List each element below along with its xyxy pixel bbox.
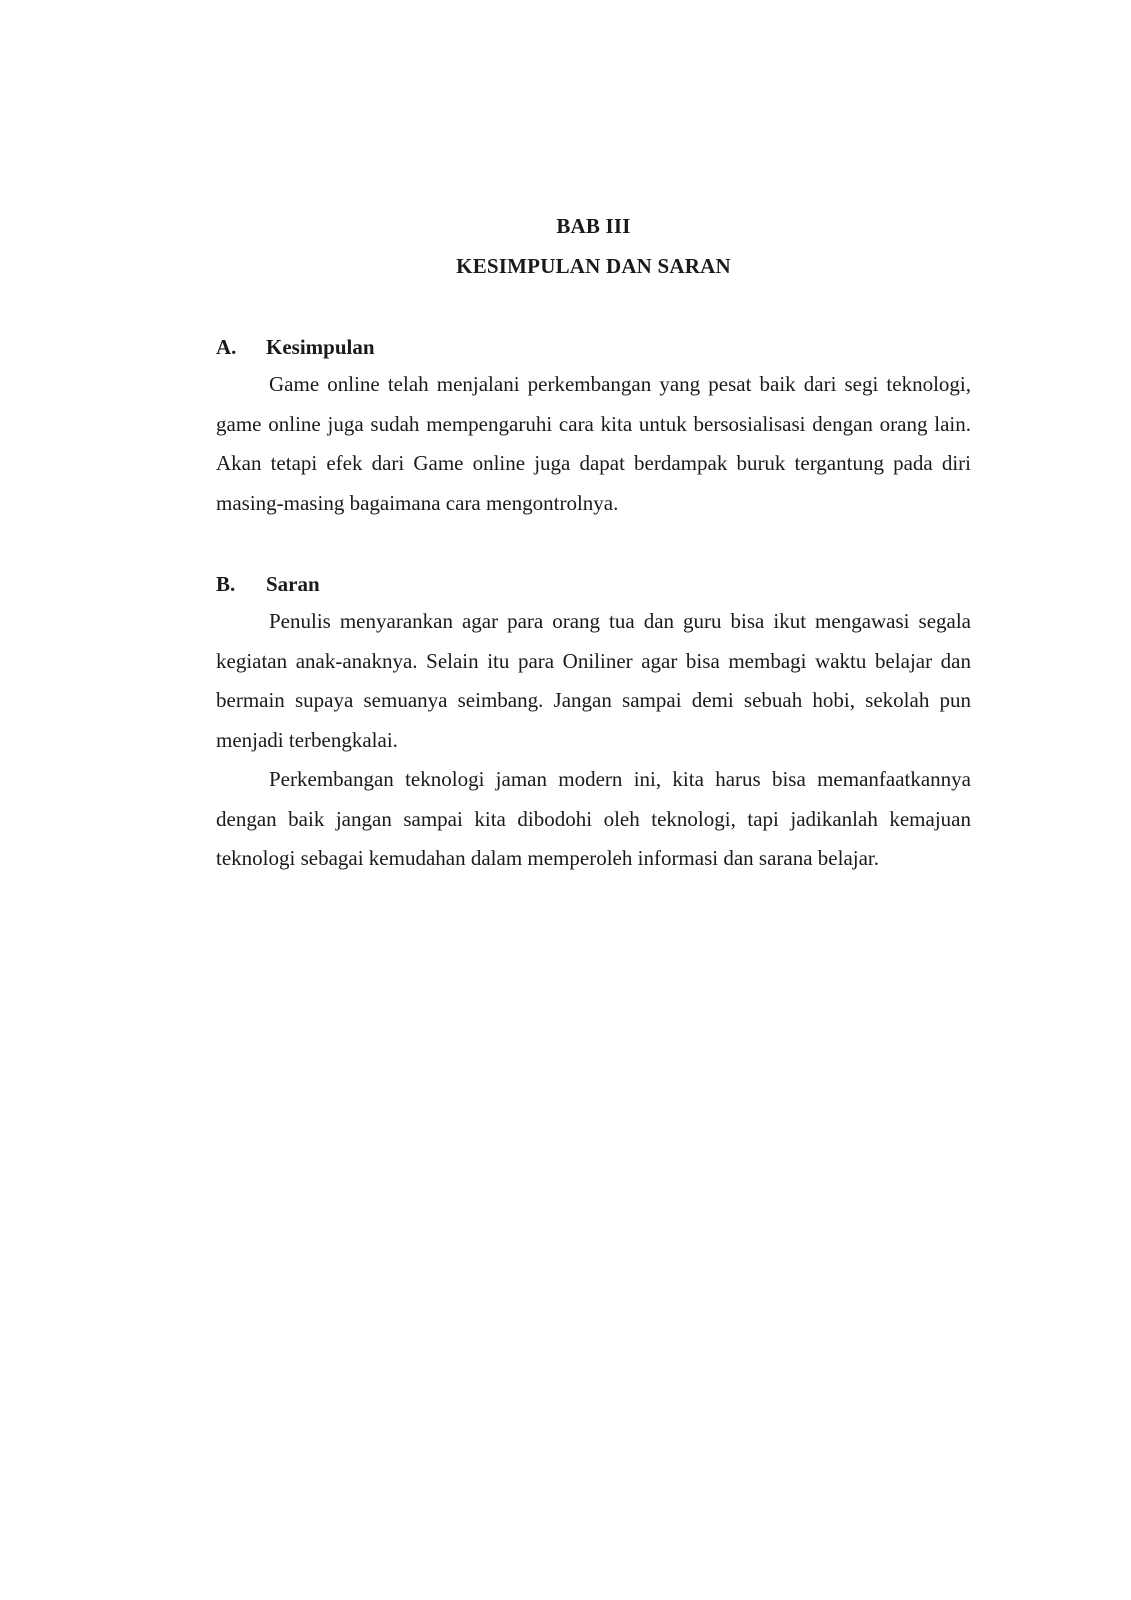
paragraph: Game online telah menjalani perkembangan yang pesat baik dari segi teknologi, game online juga sudah mempengaruhi cara kita untuk bersosialisasi dengan orang lain. Akan tetapi efek dari Game online juga dapat berdampak buruk tergantung pada diri masing-masing bagaimana cara mengontrolnya. (216, 372, 971, 515)
section-title: Saran (266, 572, 320, 596)
section-heading (216, 334, 971, 360)
chapter-title: KESIMPULAN DAN SARAN (456, 254, 731, 278)
section-title: Kesimpulan (266, 335, 375, 359)
chapter-label: BAB III (556, 214, 631, 238)
section-letter: B. (216, 572, 236, 596)
section-letter: A. (216, 335, 237, 359)
paragraph: Perkembangan teknologi jaman modern ini, kita harus bisa memanfaatkannya dengan baik jangan sampai kita dibodohi oleh teknologi, tapi jadikanlah kemajuan teknologi sebagai kemudahan dalam memperoleh informasi dan sarana belajar. (216, 767, 971, 870)
paragraph: Penulis menyarankan agar para orang tua dan guru bisa ikut mengawasi segala kegiatan anak-anaknya. Selain itu para Oniliner agar bisa membagi waktu belajar dan bermain supaya semuanya seimbang. Jangan sampai demi sebuah hobi, sekolah pun menjadi terbengkalai. (216, 609, 971, 752)
section-heading (216, 571, 971, 597)
section-kesimpulan (216, 334, 971, 523)
chapter-header (216, 213, 971, 279)
section-saran (216, 571, 971, 879)
